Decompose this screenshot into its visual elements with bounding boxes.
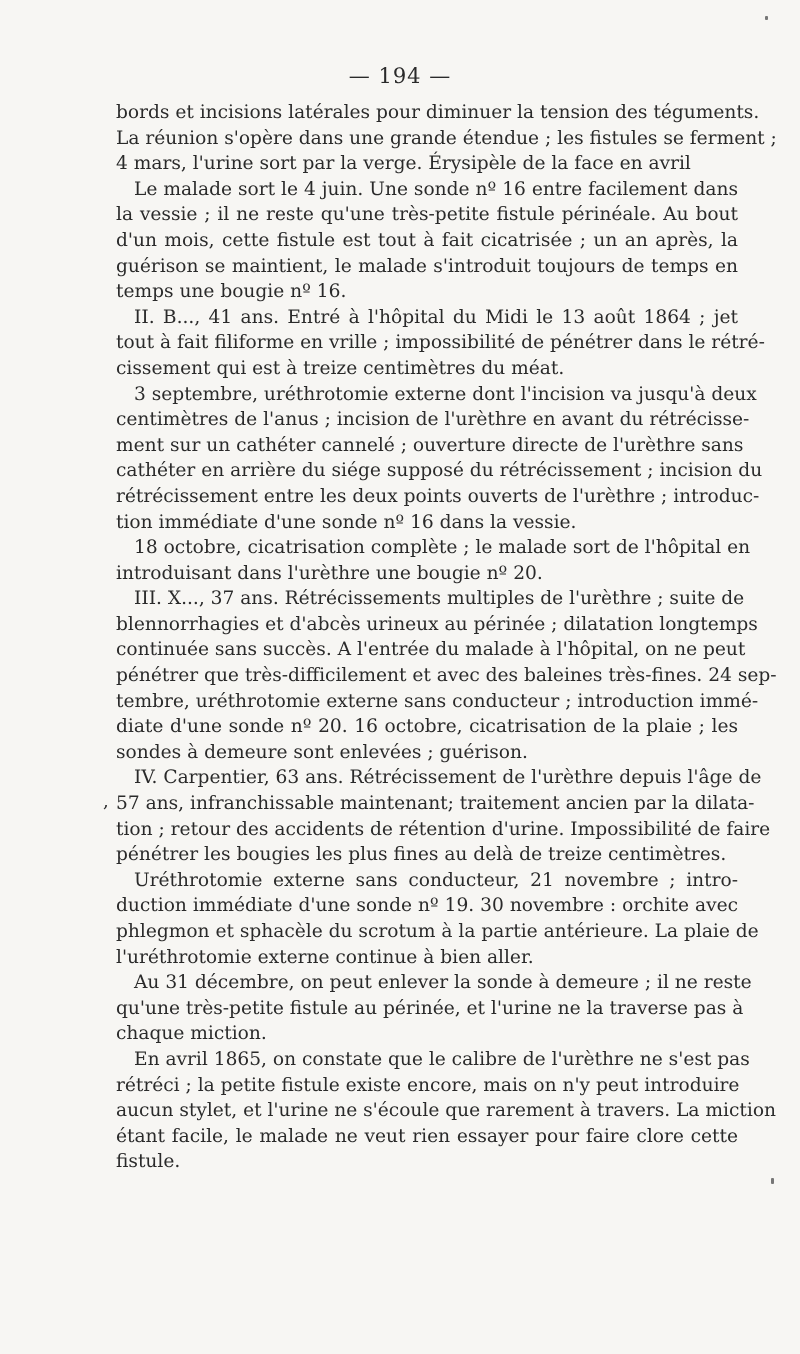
text-line: pénétrer que très-difficilement et avec des baleines très-fines. 24 sep-	[116, 665, 777, 687]
text-line: introduisant dans l'urèthre une bougie nº 20.	[116, 562, 543, 584]
text-line: duction immédiate d'une sonde nº 19. 30 novembre : orchite avec	[116, 895, 738, 917]
text-line: En avril 1865, on constate que le calibre de l'urèthre ne s'est pas	[134, 1048, 750, 1070]
text-line: 57 ans, infranchissable maintenant; traitement ancien par la dilata-	[116, 793, 755, 815]
text-line: Uréthrotomie externe sans conducteur, 21 novembre ; intro-	[134, 869, 738, 891]
margin-dot: ,	[103, 791, 109, 812]
text-line: qu'une très-petite fistule au périnée, et l'urine ne la traverse pas à	[116, 997, 744, 1019]
text-line: tembre, uréthrotomie externe sans conducteur ; introduction immé-	[116, 690, 759, 712]
text-line: ment sur un cathéter cannelé ; ouverture directe de l'urèthre sans	[116, 434, 744, 456]
text-line: rétrécissement entre les deux points ouverts de l'urèthre ; introduc-	[116, 485, 760, 507]
text-line: guérison se maintient, le malade s'introduit toujours de temps en	[116, 255, 738, 277]
text-line: Le malade sort le 4 juin. Une sonde nº 16 entre facilement dans	[134, 178, 738, 200]
text-line: III. X..., 37 ans. Rétrécissements multiples de l'urèthre ; suite de	[134, 588, 745, 610]
text-line: aucun stylet, et l'urine ne s'écoule que rarement à travers. La miction	[116, 1100, 777, 1122]
text-line: rétréci ; la petite fistule existe encore, mais on n'y peut introduire	[116, 1074, 740, 1096]
text-line: cathéter en arrière du siége supposé du rétrécissement ; incision du	[116, 460, 763, 482]
text-line: 4 mars, l'urine sort par la verge. Érysipèle de la face en avril	[116, 153, 691, 175]
text-line: IV. Carpentier, 63 ans. Rétrécissement de l'urèthre depuis l'âge de	[134, 767, 762, 789]
text-line: phlegmon et sphacèle du scrotum à la partie antérieure. La plaie de	[116, 921, 759, 942]
text-line: sondes à demeure sont enlevées ; guérison.	[116, 741, 528, 763]
text-line: diate d'une sonde nº 20. 16 octobre, cicatrisation de la plaie ; les	[116, 716, 738, 738]
text-line: la vessie ; il ne reste qu'une très-petite fistule périnéale. Au bout	[116, 204, 738, 226]
text-line: d'un mois, cette fistule est tout à fait cicatrisée ; un an après, la	[116, 229, 738, 251]
page-number: — 194 —	[348, 64, 452, 88]
text-line: La réunion s'opère dans une grande étendue ; les fistules se ferment ;	[116, 127, 777, 149]
text-line: l'uréthrotomie externe continue à bien aller.	[116, 946, 534, 968]
text-line: temps une bougie nº 16.	[116, 281, 347, 303]
text-line: chaque miction.	[116, 1023, 267, 1045]
text-line: tout à fait filiforme en vrille ; impossibilité de pénétrer dans le rétré-	[116, 332, 765, 354]
text-line: pénétrer les bougies les plus fines au delà de treize centimètres.	[116, 844, 727, 866]
text-line: Au 31 décembre, on peut enlever la sonde à demeure ; il ne reste	[134, 972, 752, 994]
page-speck	[771, 1178, 774, 1184]
page-body-text	[116, 100, 777, 1175]
text-line: cissement qui est à treize centimètres du méat.	[116, 357, 565, 379]
text-line: continuée sans succès. A l'entrée du malade à l'hôpital, on ne peut	[116, 639, 746, 661]
text-line: 3 septembre, uréthrotomie externe dont l'incision va jusqu'à deux	[134, 383, 757, 405]
text-line: tion immédiate d'une sonde nº 16 dans la vessie.	[116, 511, 577, 533]
text-line: II. B..., 41 ans. Entré à l'hôpital du Midi le 13 août 1864 ; jet	[134, 306, 738, 328]
text-line: étant facile, le malade ne veut rien essayer pour faire clore cette	[116, 1125, 738, 1147]
text-line: fistule.	[116, 1151, 181, 1173]
text-line: bords et incisions latérales pour diminuer la tension des téguments.	[116, 102, 760, 123]
text-line: 18 octobre, cicatrisation complète ; le malade sort de l'hôpital en	[134, 537, 751, 559]
text-line: blennorrhagies et d'abcès urineux au périnée ; dilatation longtemps	[116, 613, 758, 635]
text-line: centimètres de l'anus ; incision de l'urèthre en avant du rétrécisse-	[116, 409, 750, 431]
page-speck	[765, 16, 768, 20]
text-line: tion ; retour des accidents de rétention d'urine. Impossibilité de faire	[116, 818, 771, 840]
